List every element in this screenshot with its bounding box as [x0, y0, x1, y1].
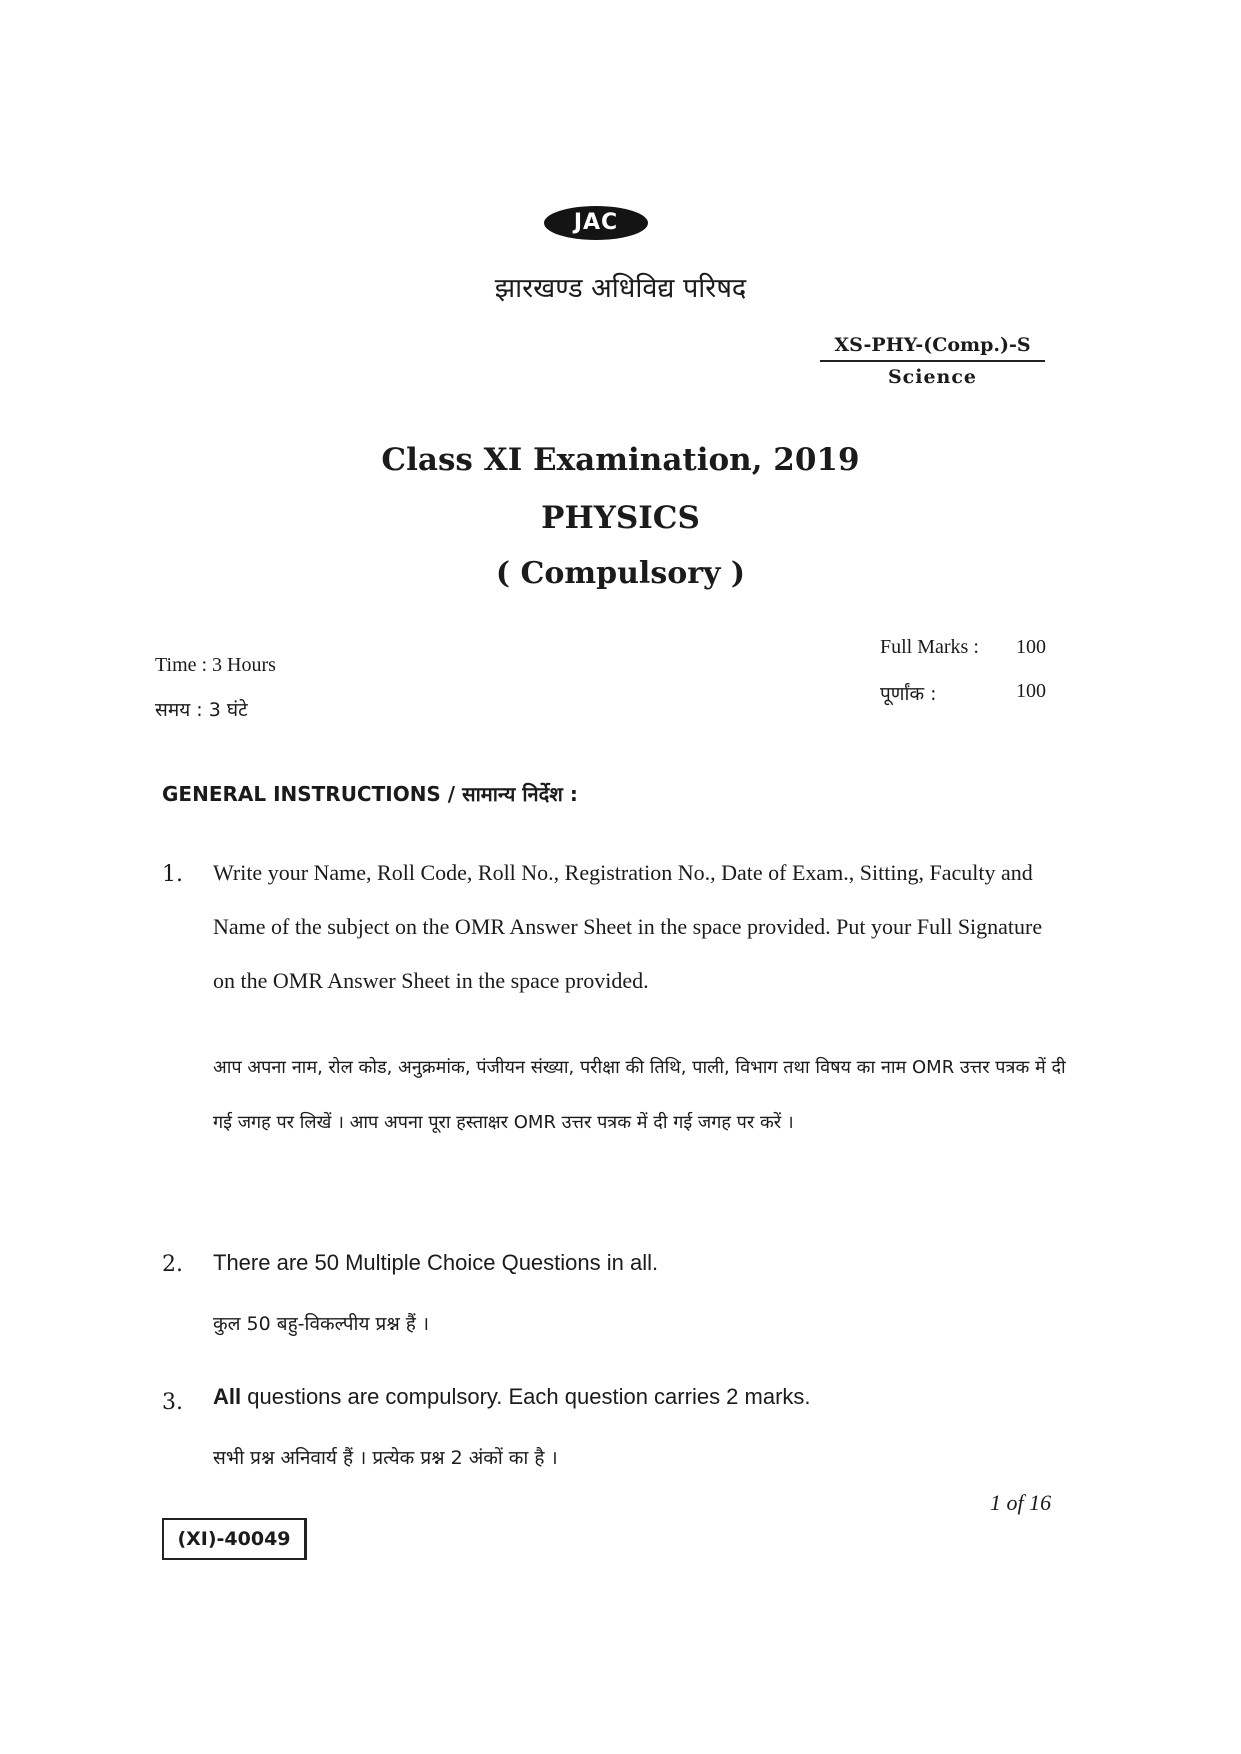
instruction-2-number: 2.	[162, 1252, 183, 1277]
hindi-marks-value: 100	[1016, 680, 1046, 702]
instruction-1-number: 1.	[162, 862, 183, 887]
hindi-marks-label: पूर्णांक :	[880, 683, 937, 705]
instruction-2-hindi: कुल 50 बहु-विकल्पीय प्रश्न हैं ।	[213, 1313, 430, 1335]
instruction-2-english: There are 50 Multiple Choice Questions in all.	[213, 1250, 659, 1275]
stream-label: Science	[887, 366, 978, 388]
page-number: 1 of 16	[990, 1490, 1052, 1515]
instruction-3-english	[213, 1384, 811, 1410]
board-name: झारखण्ड अधिविद्य परिषद	[494, 273, 747, 304]
instruction-3-number: 3.	[162, 1390, 183, 1415]
instruction-3-hindi: सभी प्रश्न अनिवार्य हैं । प्रत्येक प्रश्न 2 अंकों का है ।	[213, 1447, 558, 1469]
paper-type: ( Compulsory )	[495, 556, 746, 591]
full-marks-label: Full Marks :	[880, 636, 979, 658]
instruction-3-bold: All	[213, 1384, 242, 1409]
full-marks-value: 100	[1016, 636, 1046, 658]
jac-logo: JAC	[544, 206, 648, 240]
instruction-1-hindi: आप अपना नाम, रोल कोड, अनुक्रमांक, पंजीयन संख्या, परीक्षा की तिथि, पाली, विभाग तथा विषय का नाम OMR उत्तर पत्रक में दी गई जगह पर लिखें । आप अपना पूरा हस्ताक्षर OMR उत्तर पत्रक में दी गई जगह पर करें ।	[213, 1057, 1066, 1133]
exam-title: Class XI Examination, 2019	[381, 442, 860, 478]
paper-code: XS-PHY-(Comp.)-S	[820, 334, 1045, 362]
instruction-1-english: Write your Name, Roll Code, Roll No., Registration No., Date of Exam., Sitting, Faculty and Name of the subject on the OMR Answer Sheet in the space provided. Put your Full Signature on the OMR Answer Sheet in the space provided.	[213, 860, 1043, 993]
time-english: Time : 3 Hours	[155, 654, 276, 676]
instruction-3-rest: questions are compulsory. Each question carries 2 marks.	[241, 1384, 811, 1409]
subject-title: PHYSICS	[541, 500, 700, 536]
reference-code: (XI)-40049	[162, 1518, 307, 1560]
time-hindi: समय : 3 घंटे	[155, 699, 248, 721]
instructions-heading: GENERAL INSTRUCTIONS / सामान्य निर्देश :	[162, 782, 578, 806]
paper-code-block	[820, 334, 1045, 388]
